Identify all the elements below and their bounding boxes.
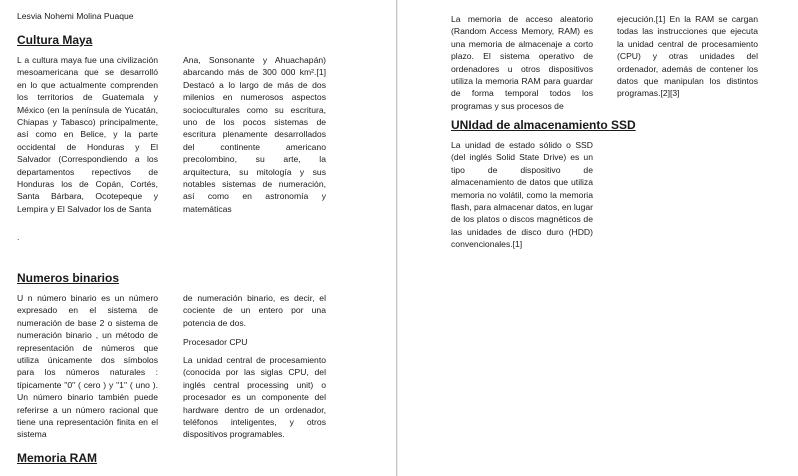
maya-column-2: Ana, Sonsonante y Ahuachapán) abarcando más de 300 000 km².[1] Destacó a lo largo de más de dos milenios en numerosos aspectos socioculturales como su escritura, uno de los pocos sistemas de escritura plenamente desarrollados del continente americano precolombino, su arte, la arquitectura, su mitología y sus notables sistemas de numeración, así como en astronomía y matemáticas bbox=[183, 55, 326, 214]
binarios-column-1: U n número binario es un número expresado en el sistema de numeración de base 2 o sistema de numeración binario , un método de representación de números que utiliza únicamente dos símbolos para los números naturales : típicamente "0" ( cero ) y "1" ( uno ). Un número binario también puede referirse a un número racional que tiene una representación finita en el sistema bbox=[17, 293, 158, 440]
heading-ssd: UNIdad de almacenamiento SSD bbox=[451, 118, 636, 132]
cpu-heading: Procesador CPU bbox=[183, 337, 248, 347]
drop-cap-l: L bbox=[17, 55, 22, 65]
ram-column-1: La memoria de acceso aleatorio (Random Access Memory, RAM) es una memoria de almacenaje a corto plazo. El sistema operativo de ordenadores u otros dispositivos utiliza la memoria RAM para guardar de forma temporal todos los programas y sus procesos de bbox=[451, 14, 593, 111]
binarios-column-2: de numeración binario, es decir, el cociente de un entero por una potencia de dos. bbox=[183, 293, 326, 328]
heading-numeros-binarios: Numeros binarios bbox=[17, 271, 120, 285]
document-page-left bbox=[0, 0, 397, 476]
maya-column-1: L a cultura maya fue una civilización mesoamericana que se desarrolló en lo que actualmente comprenden los territorios de Guatemala y México (en la península de Yucatán, Chiapas y Tabasco) principalmente, así como en Belice, y la parte occidental de Honduras y El Salvador (Correspondiendo a los departamentos repectivos de Honduras los de Copán, Cortés, Santa Bárbara, Ocotepeque y Lempira y El Salvador los de Santa bbox=[17, 55, 158, 214]
ssd-paragraph: La unidad de estado sólido o SSD (del inglés Solid State Drive) es un tipo de dispositivo de almacenamiento de datos que utiliza memoria no volátil, como la memoria flash, para almacenar datos, en lugar de los platos o discos magnéticos de las unidades de disco duro (HDD) convencionales.[1] bbox=[451, 140, 593, 250]
document-page-right bbox=[398, 0, 798, 476]
cpu-paragraph: La unidad central de procesamiento (conocida por las siglas CPU, del inglés central processing unit) o procesador es un componente del hardware dentro de un ordenador, teléfonos inteligentes, y otros dispositivos programables. bbox=[183, 355, 326, 440]
heading-memoria-ram: Memoria RAM bbox=[17, 451, 98, 465]
heading-cultura-maya: Cultura Maya bbox=[17, 33, 93, 47]
author-name: Lesvia Nohemi Molina Puaque bbox=[17, 11, 134, 21]
ram-column-2: ejecución.[1] En la RAM se cargan todas las instrucciones que ejecuta la unidad central de procesamiento (CPU) y otras unidades del ordenador, además de contener los datos que manipulan los distintos programas.[2][3] bbox=[617, 14, 758, 99]
drop-cap-u: U bbox=[17, 293, 24, 303]
stray-period: . bbox=[17, 232, 20, 242]
